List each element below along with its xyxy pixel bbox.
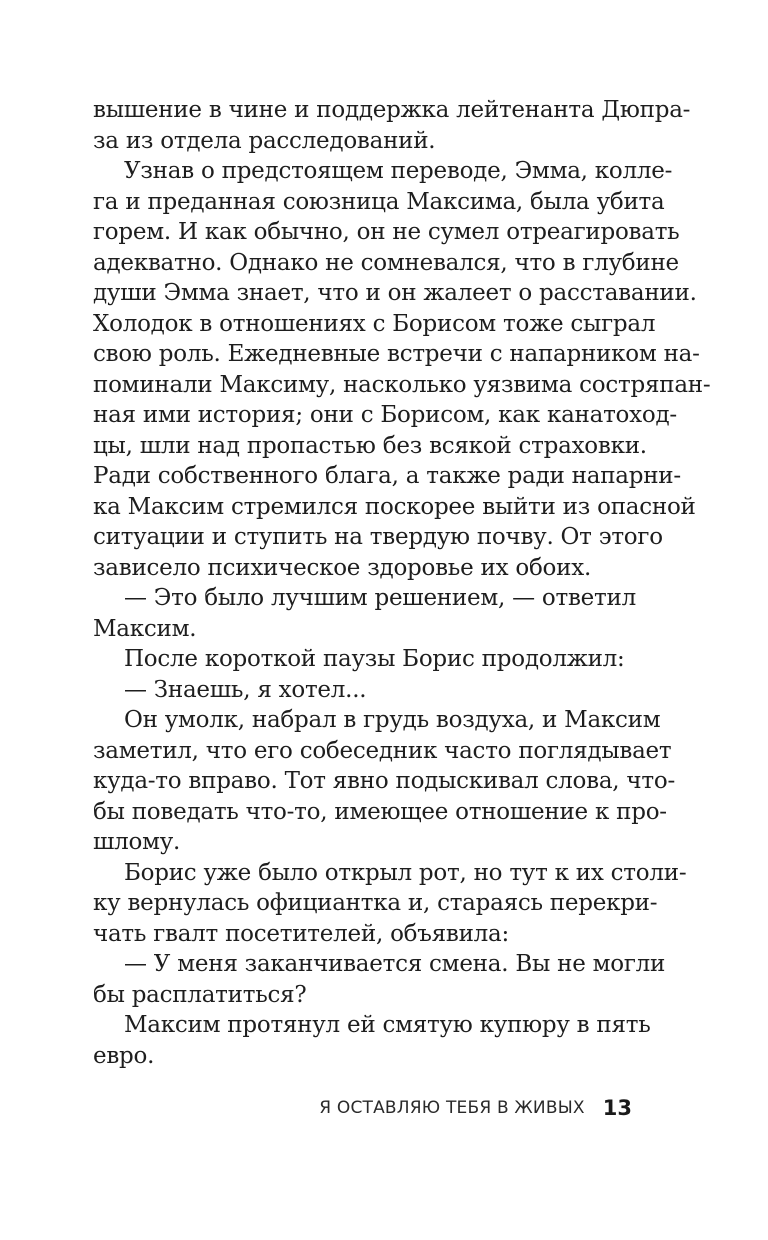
text-line: — У меня заканчивается смена. Вы не могли [124,951,666,977]
text-line: — Это было лучшим решением, — ответил [124,585,636,611]
text-line: га и преданная союзница Максима, была убита [93,188,665,215]
running-title: Я ОСТАВЛЯЮ ТЕБЯ В ЖИВЫХ [319,1098,585,1118]
text-line: чать гвалт посетителей, объявила: [93,920,510,947]
text-line: зависело психическое здоровье их обоих. [93,554,592,581]
text-line: ка Максим стремился поскорее выйти из опасной [93,493,696,520]
text-line: цы, шли над пропастью без всякой страховки. [93,432,647,459]
text-line: за из отдела расследований. [93,127,436,154]
text-line: Узнав о предстоящем переводе, Эмма, колле- [124,158,673,184]
text-line: Ради собственного блага, а также ради напарни- [93,463,681,489]
text-line: Борис уже было открыл рот, но тут к их столи- [124,859,687,886]
text-line: адекватно. Однако не сомневался, что в глубине [93,249,679,276]
text-line: вышение в чине и поддержка лейтенанта Дюпра- [93,97,691,123]
text-line: ку вернулась официантка и, стараясь перекри- [93,890,658,916]
page-footer [240,1090,632,1126]
text-line: — Знаешь, я хотел... [124,676,367,703]
text-line: евро. [93,1042,155,1069]
text-line: Холодок в отношениях с Борисом тоже сыграл [93,310,656,337]
text-line: Максим. [93,615,197,642]
text-line: горем. И как обычно, он не сумел отреагировать [93,219,680,245]
text-line: заметил, что его собеседник часто поглядывает [93,737,672,764]
text-line: свою роль. Ежедневные встречи с напарником на- [93,341,700,367]
text-line: бы расплатиться? [93,981,307,1008]
text-line: куда-то вправо. Тот явно подыскивал слова, что- [93,768,675,794]
text-line: Он умолк, набрал в грудь воздуха, и Максим [124,707,661,733]
text-line: души Эмма знает, что и он жалеет о расставании. [93,280,697,306]
text-line: поминали Максиму, насколько уязвима состряпан- [93,371,711,398]
text-line: Максим протянул ей смятую купюру в пять [124,1012,651,1038]
text-line: После короткой паузы Борис продолжил: [124,646,625,672]
page-number: 13 [602,1096,632,1120]
text-line: ная ими история; они с Борисом, как канатоход- [93,402,677,428]
text-line: шлому. [93,829,181,855]
text-line: ситуации и ступить на твердую почву. От этого [93,524,663,550]
text-line: бы поведать что-то, имеющее отношение к про- [93,798,667,825]
